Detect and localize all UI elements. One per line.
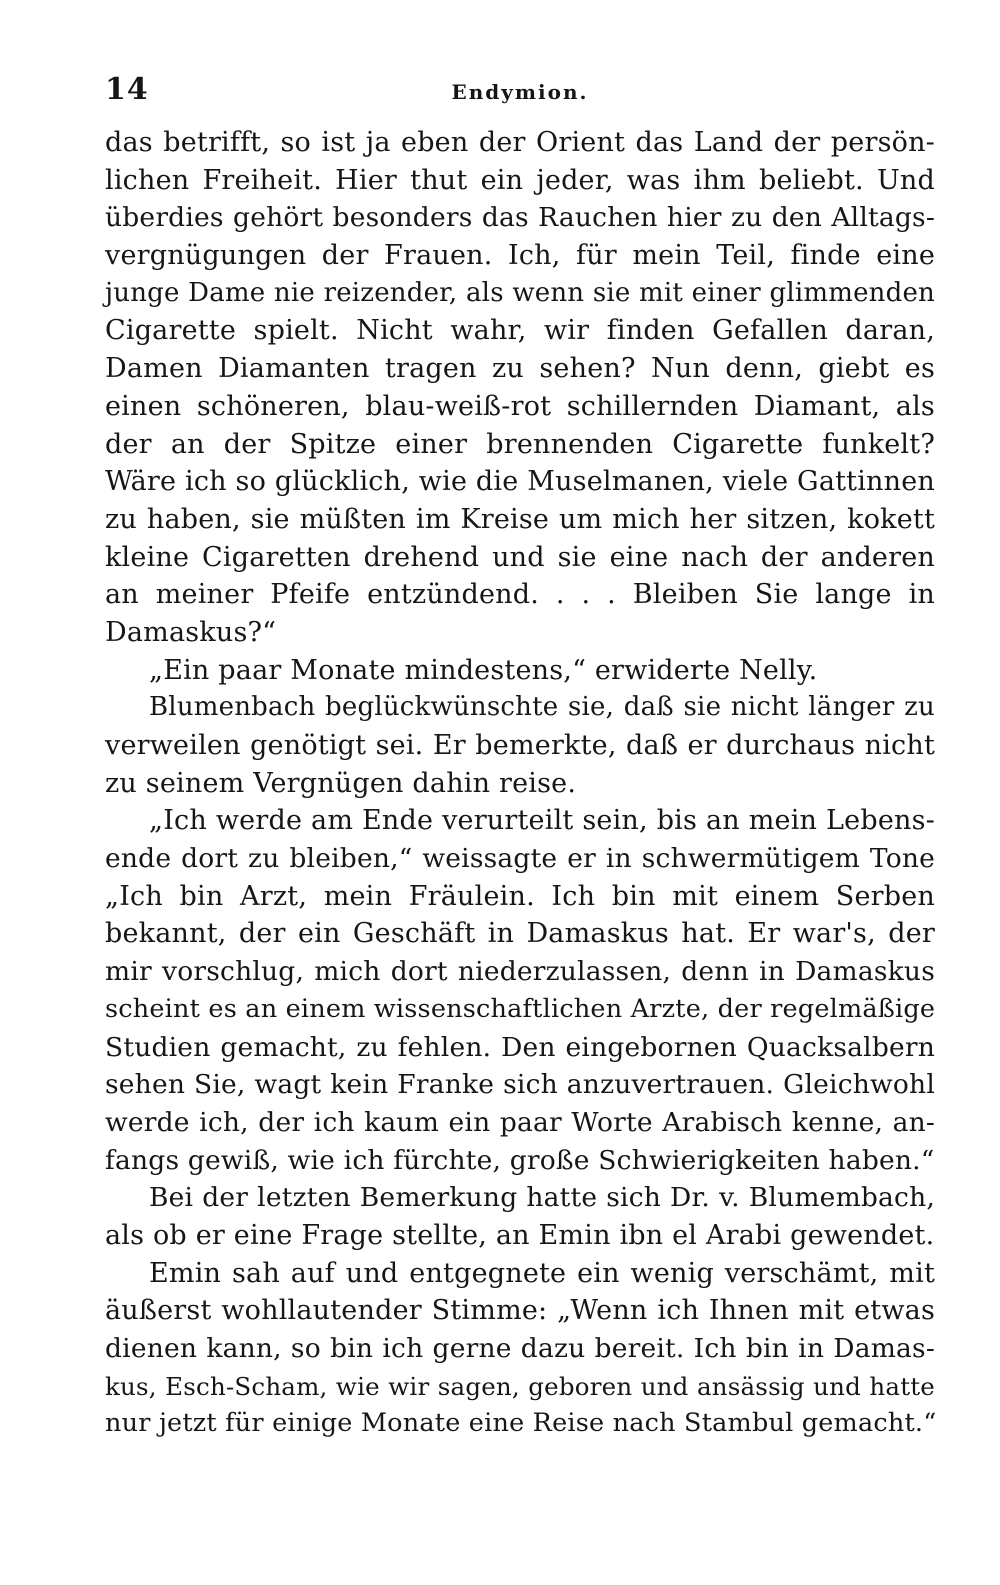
text-line: kus, Esch-Scham, wie wir sagen, geboren und ansässig und hatte (105, 1371, 935, 1401)
text-line: kleine Cigaretten drehend und sie eine nach der anderen (105, 541, 935, 573)
text-line: Cigarette spielt. Nicht wahr, wir finden Gefallen daran, (105, 315, 935, 347)
text-line: einen schöneren, blau-weiß-rot schillernden Diamant, als (105, 390, 935, 422)
text-line: überdies gehört besonders das Rauchen hier zu den Alltags- (105, 202, 935, 234)
text-line: „Ich bin Arzt, mein Fräulein. Ich bin mit einem Serben (105, 880, 935, 912)
text-line: an meiner Pfeife entzündend. . . . Bleiben Sie lange in (105, 579, 935, 611)
text-line: Wäre ich so glücklich, wie die Muselmanen, viele Gattinnen (105, 466, 935, 498)
text-line: Damen Diamanten tragen zu sehen? Nun denn, giebt es (105, 353, 935, 385)
text-line: fangs gewiß, wie ich fürchte, große Schwierigkeiten haben.“ (105, 1144, 935, 1176)
running-title: Endymion. (451, 80, 589, 104)
text-line: als ob er eine Frage stellte, an Emin ibn el Arabi gewendet. (105, 1219, 935, 1251)
text-line: Bei der letzten Bemerkung hatte sich Dr. v. Blumembach, (149, 1182, 935, 1214)
text-line: „Ein paar Monate mindestens,“ erwiderte Nelly. (149, 654, 818, 686)
running-head (105, 72, 935, 116)
text-line: junge Dame nie reizender, als wenn sie mit einer glimmenden (105, 277, 935, 308)
text-line: Studien gemacht, zu fehlen. Den eingebornen Quacksalbern (105, 1031, 935, 1063)
text-line: Blumenbach beglückwünschte sie, daß sie nicht länger zu (149, 692, 935, 723)
body-text (105, 124, 935, 1443)
text-line: vergnügungen der Frauen. Ich, für mein Teil, finde eine (105, 240, 935, 272)
text-line: ende dort zu bleiben,“ weissagte er in schwermütigem Tone (105, 843, 935, 875)
text-line: mir vorschlug, mich dort niederzulassen, denn in Damaskus (105, 956, 935, 988)
text-line: das betrifft, so ist ja eben der Orient das Land der persön- (105, 127, 935, 158)
text-line: bekannt, der ein Geschäft in Damaskus hat. Er war's, der (105, 918, 935, 950)
text-line: dienen kann, so bin ich gerne dazu bereit. Ich bin in Damas- (105, 1333, 935, 1364)
text-line: verweilen genötigt sei. Er bemerkte, daß er durchaus nicht (105, 730, 935, 761)
text-line: lichen Freiheit. Hier thut ein jeder, was ihm beliebt. Und (105, 164, 935, 196)
page-number: 14 (105, 72, 149, 107)
text-line: äußerst wohllautender Stimme: „Wenn ich Ihnen mit etwas (105, 1295, 935, 1327)
text-line: Emin sah auf und entgegnete ein wenig verschämt, mit (149, 1257, 935, 1289)
text-line: nur jetzt für einige Monate eine Reise nach Stambul gemacht.“ (105, 1408, 937, 1439)
text-line: werde ich, der ich kaum ein paar Worte Arabisch kenne, an- (105, 1106, 935, 1138)
text-line: der an der Spitze einer brennenden Cigarette funkelt? (105, 428, 935, 460)
text-line: „Ich werde am Ende verurteilt sein, bis an mein Lebens- (149, 805, 935, 837)
text-line: scheint es an einem wissenschaftlichen Arzte, der regelmäßige (105, 993, 936, 1024)
text-line: sehen Sie, wagt kein Franke sich anzuvertrauen. Gleichwohl (105, 1069, 935, 1101)
text-line: Damaskus?“ (105, 616, 277, 648)
text-line: zu haben, sie müßten im Kreise um mich her sitzen, kokett (105, 503, 935, 535)
text-line: zu seinem Vergnügen dahin reise. (105, 767, 577, 799)
